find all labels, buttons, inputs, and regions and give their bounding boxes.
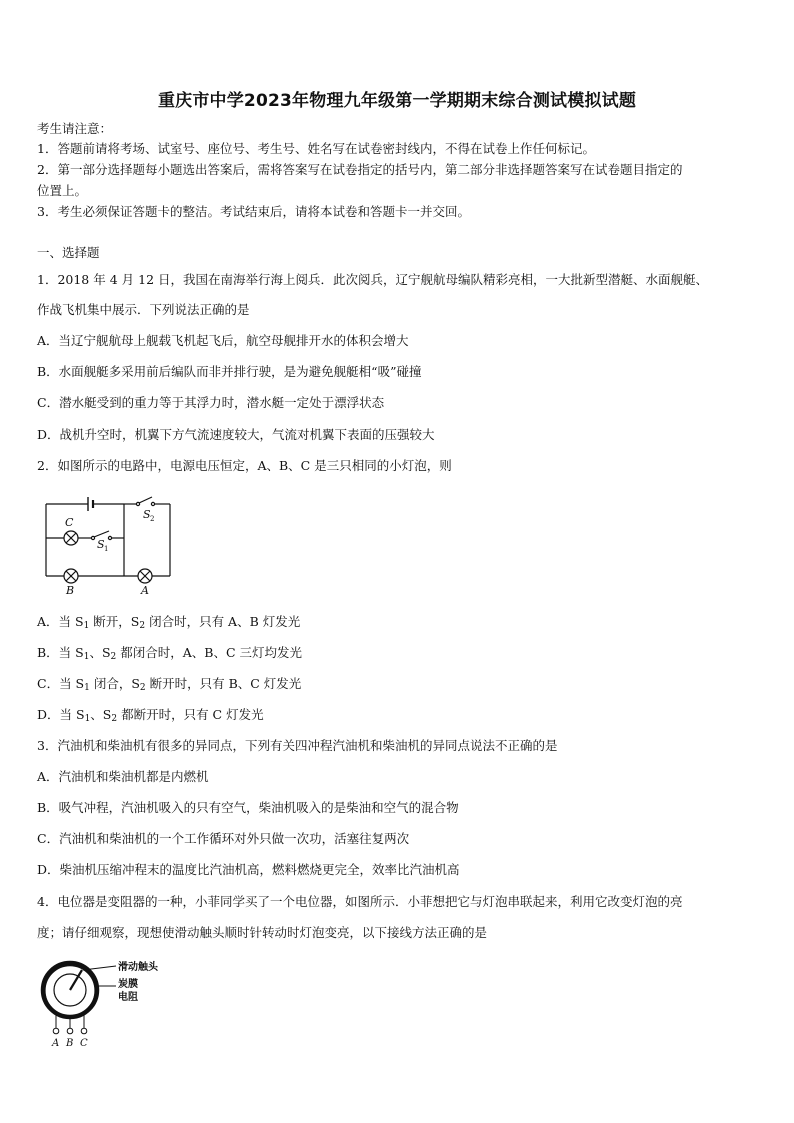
label-switch-s1: S: [97, 538, 105, 551]
circuit-diagram: [40, 488, 180, 596]
notice-item-3: 3．考生必须保证答题卡的整洁。考试结束后，请将本试卷和答题卡一并交回。: [37, 204, 470, 219]
q2-stem: 2．如图所示的电路中，电源电压恒定，A、B、C 是三只相同的小灯泡，则: [37, 458, 452, 473]
q1-option-d: D．战机升空时，机翼下方气流速度较大，气流对机翼下表面的压强较大: [37, 427, 435, 442]
label-sliding-contact: 滑动触头: [118, 962, 158, 973]
label-switch-s2-sub: 2: [150, 515, 155, 523]
q3-option-d: D．柴油机压缩冲程末的温度比汽油机高，燃料燃烧更完全，效率比汽油机高: [37, 862, 460, 877]
q2-option-d: D．当 $S_1$、$S_2$ 都断开时，只有 C 灯发光: [37, 707, 264, 724]
q1-stem-line2: 作战飞机集中展示．下列说法正确的是: [37, 302, 250, 317]
terminal-b-label: B: [66, 1038, 74, 1048]
q4-stem-line1: 4．电位器是变阻器的一种，小菲同学买了一个电位器，如图所示．小菲想把它与灯泡串联起来，利用它改变灯泡的亮: [37, 894, 683, 909]
section-heading: 一、选择题: [37, 245, 100, 260]
notice-item-1: 1．答题前请将考场、试室号、座位号、考生号、姓名写在试卷密封线内，不得在试卷上作任何标记。: [37, 141, 595, 156]
exam-title: 重庆市中学2023年物理九年级第一学期期末综合测试模拟试题: [157, 91, 637, 111]
q1-option-c: C．潜水艇受到的重力等于其浮力时，潜水艇一定处于漂浮状态: [37, 395, 385, 410]
label-lamp-a: A: [141, 584, 149, 596]
q2-option-a: A．当 $S_1$ 断开，$S_2$ 闭合时，只有 A、B 灯发光: [37, 614, 301, 631]
label-lamp-b: B: [66, 584, 75, 596]
q3-stem: 3．汽油机和柴油机有很多的异同点，下列有关四冲程汽油机和柴油机的异同点说法不正确的是: [37, 738, 558, 753]
q2-option-c: C．当 $S_1$ 闭合，$S_2$ 断开时，只有 B、C 灯发光: [37, 676, 302, 693]
q2-option-b: B．当 $S_1$、$S_2$ 都闭合时，A、B、C 三灯均发光: [37, 645, 303, 662]
potentiometer-figure: [36, 956, 166, 1048]
q3-option-a: A．汽油机和柴油机都是内燃机: [37, 769, 209, 784]
label-resistor: 电阻: [118, 992, 138, 1003]
label-switch-s1-sub: 1: [104, 545, 109, 553]
notice-heading: 考生请注意：: [37, 121, 113, 136]
label-lamp-c: C: [65, 516, 74, 529]
label-carbon-film: 炭膜: [118, 979, 138, 990]
label-switch-s2: S: [143, 508, 151, 521]
q4-stem-line2: 度；请仔细观察，现想使滑动触头顺时针转动时灯泡变亮，以下接线方法正确的是: [37, 925, 488, 940]
terminal-c-label: C: [80, 1038, 88, 1048]
notice-item-2-cont: 位置上。: [37, 183, 88, 198]
q1-stem-line1: 1．2018 年 4 月 12 日，我国在南海举行海上阅兵．此次阅兵，辽宁舰航母编队精彩亮相，一大批新型潜艇、水面舰艇、: [37, 272, 708, 287]
q3-option-c: C．汽油机和柴油机的一个工作循环对外只做一次功，活塞往复两次: [37, 831, 410, 846]
notice-item-2: 2．第一部分选择题每小题选出答案后，需将答案写在试卷指定的括号内，第二部分非选择题答案写在试卷题目指定的: [37, 162, 683, 177]
q1-option-b: B．水面舰艇多采用前后编队而非并排行驶，是为避免舰艇相“吸”碰撞: [37, 364, 422, 379]
q3-option-b: B．吸气冲程，汽油机吸入的只有空气，柴油机吸入的是柴油和空气的混合物: [37, 800, 459, 815]
q1-option-a: A．当辽宁舰航母上舰载飞机起飞后，航空母舰排开水的体积会增大: [37, 333, 409, 348]
terminal-a-label: A: [52, 1038, 60, 1048]
